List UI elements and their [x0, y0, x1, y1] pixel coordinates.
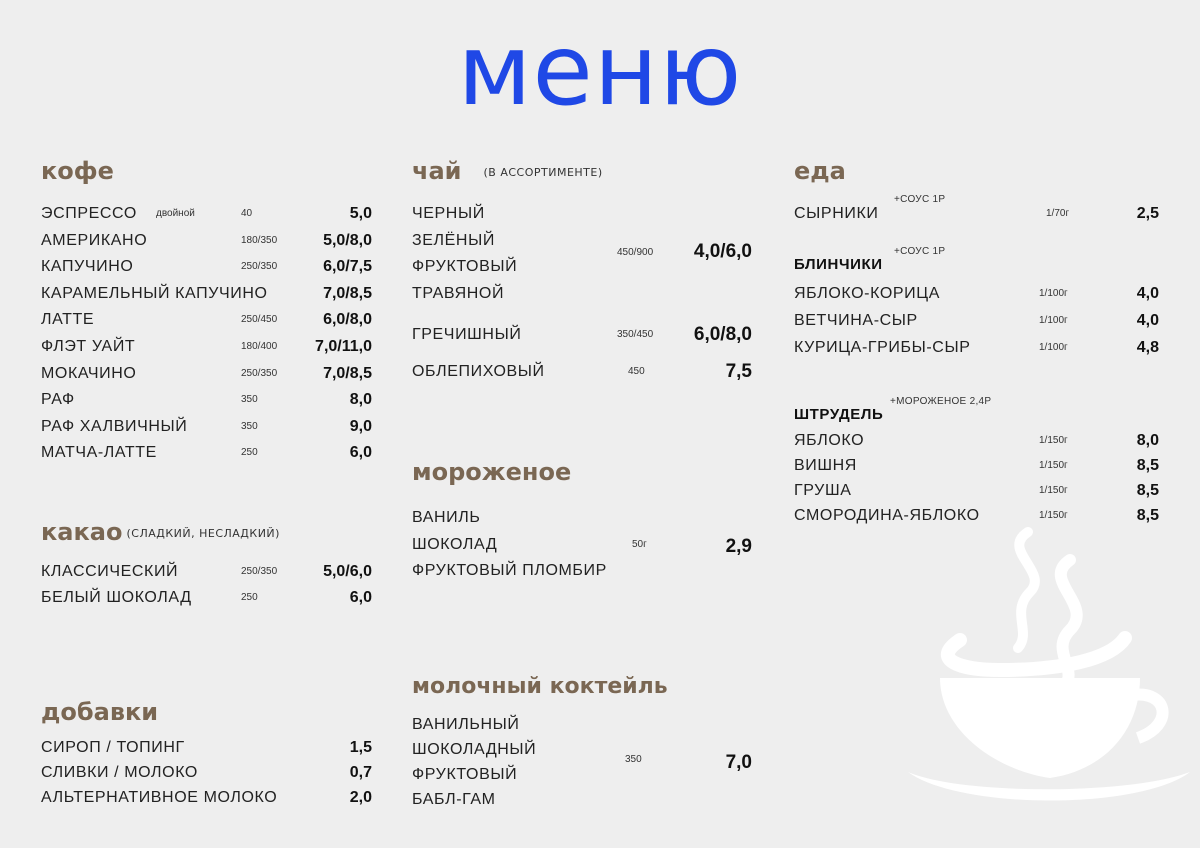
pancake-row — [794, 312, 1159, 334]
icecream-name: ШОКОЛАД — [412, 536, 498, 553]
item-price: 7,5 — [725, 361, 752, 382]
item-name: РАФ — [41, 391, 75, 409]
item-price: 7,0/8,5 — [323, 364, 372, 382]
item-name: СМОРОДИНА-ЯБЛОКО — [794, 507, 980, 524]
item-size: 250 — [241, 592, 258, 603]
cocoa-heading-text: какао — [41, 518, 123, 546]
addons-heading: добавки — [41, 698, 159, 726]
coffee-row — [41, 365, 372, 387]
tea-heading — [412, 157, 603, 185]
milkshake-name: БАБЛ-ГАМ — [412, 791, 496, 808]
item-name: ГРУША — [794, 482, 852, 499]
tea-name: ТРАВЯНОЙ — [412, 285, 505, 302]
item-price: 8,5 — [1136, 457, 1159, 474]
item-name: ФЛЭТ УАЙТ — [41, 338, 136, 355]
coffee-cup-icon — [900, 520, 1200, 848]
item-name: КУРИЦА-ГРИБЫ-СЫР — [794, 339, 971, 356]
item-name: СЛИВКИ / МОЛОКО — [41, 764, 198, 781]
item-price: 7,0/8,5 — [323, 284, 372, 302]
tea-buckwheat-row — [412, 326, 752, 348]
item-name: СИРОП / ТОПИНГ — [41, 739, 185, 756]
item-size: 250/350 — [241, 566, 278, 577]
item-price: 6,0/8,0 — [323, 311, 372, 329]
addon-row — [41, 789, 372, 811]
item-size: 40 — [241, 208, 253, 219]
item-price: 8,0 — [1136, 432, 1159, 449]
icecream-group — [412, 509, 752, 589]
strudel-row — [794, 482, 1159, 504]
item-size: 180/350 — [241, 234, 278, 246]
coffee-row — [41, 418, 372, 440]
tea-group — [412, 205, 752, 315]
item-note: двойной — [156, 208, 195, 219]
strudel-row — [794, 432, 1159, 454]
item-price: 6,0/7,5 — [323, 258, 372, 276]
coffee-row — [41, 258, 372, 280]
milkshake-group — [412, 716, 752, 816]
item-name: ЯБЛОКО-КОРИЦА — [794, 285, 940, 302]
cocoa-row — [41, 563, 372, 585]
item-price: 1,5 — [349, 739, 372, 756]
item-price: 7,0/11,0 — [315, 338, 372, 355]
item-size: 250 — [241, 447, 258, 459]
milkshake-name: ВАНИЛЬНЫЙ — [412, 716, 520, 733]
item-size: 1/150г — [1039, 460, 1068, 471]
item-size: 1/150г — [1039, 435, 1068, 446]
item-name: АЛЬТЕРНАТИВНОЕ МОЛОКО — [41, 789, 278, 806]
strudel-extra: +МОРОЖЕНОЕ 2,4Р — [890, 396, 992, 407]
milkshake-heading: молочный коктейль — [412, 674, 668, 699]
coffee-row — [41, 285, 372, 307]
tea-name: ЗЕЛЁНЫЙ — [412, 232, 495, 249]
cocoa-note: (СЛАДКИЙ, НЕСЛАДКИЙ) — [126, 526, 280, 540]
item-size: 1/100г — [1039, 315, 1068, 326]
item-size: 1/100г — [1039, 288, 1068, 299]
pancake-row — [794, 339, 1159, 361]
food-heading: еда — [794, 157, 846, 185]
item-name: ЭСПРЕССО — [41, 205, 137, 222]
strudel-heading: ШТРУДЕЛЬ — [794, 406, 884, 423]
item-price: 6,0 — [349, 589, 372, 606]
item-price: 4,0 — [1136, 285, 1159, 302]
page-title: меню — [457, 14, 743, 128]
syrniki-row — [794, 205, 1159, 227]
item-price: 5,0/8,0 — [323, 231, 372, 249]
item-size: 1/70г — [1046, 208, 1070, 219]
item-size: 1/150г — [1039, 485, 1068, 496]
pancakes-extra: +СОУС 1Р — [894, 246, 946, 257]
item-price: 9,0 — [349, 417, 372, 435]
icecream-price: 2,9 — [725, 536, 752, 557]
coffee-row — [41, 444, 372, 466]
item-price: 2,5 — [1136, 205, 1159, 222]
item-size: 180/400 — [241, 341, 278, 352]
item-price: 5,0/6,0 — [323, 563, 372, 580]
item-name: АМЕРИКАНО — [41, 231, 148, 249]
icecream-name: ФРУКТОВЫЙ ПЛОМБИР — [412, 562, 607, 579]
addon-row — [41, 739, 372, 761]
item-size: 450 — [628, 366, 645, 377]
milkshake-name: ФРУКТОВЫЙ — [412, 766, 518, 783]
item-name: РАФ ХАЛВИЧНЫЙ — [41, 417, 188, 435]
tea-name: ФРУКТОВЫЙ — [412, 258, 518, 275]
icecream-name: ВАНИЛЬ — [412, 509, 481, 526]
milkshake-price: 7,0 — [725, 752, 752, 773]
item-name: МОКАЧИНО — [41, 364, 137, 382]
milkshake-size: 350 — [625, 754, 642, 765]
tea-heading-text: чай — [412, 157, 462, 185]
item-size: 350/450 — [617, 329, 654, 340]
item-name: КАПУЧИНО — [41, 258, 134, 276]
icecream-size: 50г — [632, 539, 647, 550]
item-price: 5,0 — [349, 205, 372, 222]
tea-size: 450/900 — [617, 247, 654, 258]
coffee-row — [41, 338, 372, 360]
tea-seabuckthorn-row — [412, 363, 752, 385]
tea-note: (В АССОРТИМЕНТЕ) — [483, 165, 603, 179]
item-price: 6,0 — [349, 444, 372, 462]
coffee-row — [41, 205, 372, 227]
item-name: ОБЛЕПИХОВЫЙ — [412, 363, 545, 380]
item-size: 1/100г — [1039, 342, 1068, 353]
item-size: 350 — [241, 420, 258, 432]
cocoa-row — [41, 589, 372, 611]
item-size: 250/350 — [241, 367, 278, 379]
item-price: 4,8 — [1136, 339, 1159, 356]
coffee-row — [41, 232, 372, 254]
milkshake-name: ШОКОЛАДНЫЙ — [412, 741, 537, 758]
pancake-row — [794, 285, 1159, 307]
item-price: 8,5 — [1136, 482, 1159, 499]
item-name: КАРАМЕЛЬНЫЙ КАПУЧИНО — [41, 284, 268, 302]
cocoa-heading — [41, 518, 280, 546]
item-name: ВЕТЧИНА-СЫР — [794, 312, 918, 329]
item-size: 350 — [241, 394, 258, 406]
item-size: 1/150г — [1039, 510, 1068, 521]
item-name: ВИШНЯ — [794, 457, 857, 474]
item-name: ЛАТТЕ — [41, 311, 95, 329]
item-size: 250/450 — [241, 314, 278, 326]
item-price: 0,7 — [349, 764, 372, 781]
item-price: 8,0 — [349, 391, 372, 409]
item-name: МАТЧА-ЛАТТЕ — [41, 444, 157, 462]
icecream-heading: мороженое — [412, 458, 572, 486]
tea-name: ЧЕРНЫЙ — [412, 205, 485, 222]
strudel-row — [794, 457, 1159, 479]
coffee-row — [41, 311, 372, 333]
tea-price: 4,0/6,0 — [693, 241, 752, 262]
item-name: КЛАССИЧЕСКИЙ — [41, 563, 179, 580]
item-name: СЫРНИКИ — [794, 205, 879, 222]
coffee-heading: кофе — [41, 157, 114, 185]
item-name: БЕЛЫЙ ШОКОЛАД — [41, 589, 192, 606]
item-price: 4,0 — [1136, 312, 1159, 329]
item-price: 6,0/8,0 — [693, 324, 752, 345]
pancakes-heading: БЛИНЧИКИ — [794, 256, 883, 273]
coffee-row — [41, 391, 372, 413]
item-price: 2,0 — [349, 789, 372, 806]
item-name: ЯБЛОКО — [794, 432, 865, 449]
syrniki-extra: +СОУС 1Р — [894, 194, 946, 205]
addon-row — [41, 764, 372, 786]
item-size: 250/350 — [241, 261, 278, 273]
item-name: ГРЕЧИШНЫЙ — [412, 326, 522, 343]
item-price: 8,5 — [1136, 507, 1159, 524]
